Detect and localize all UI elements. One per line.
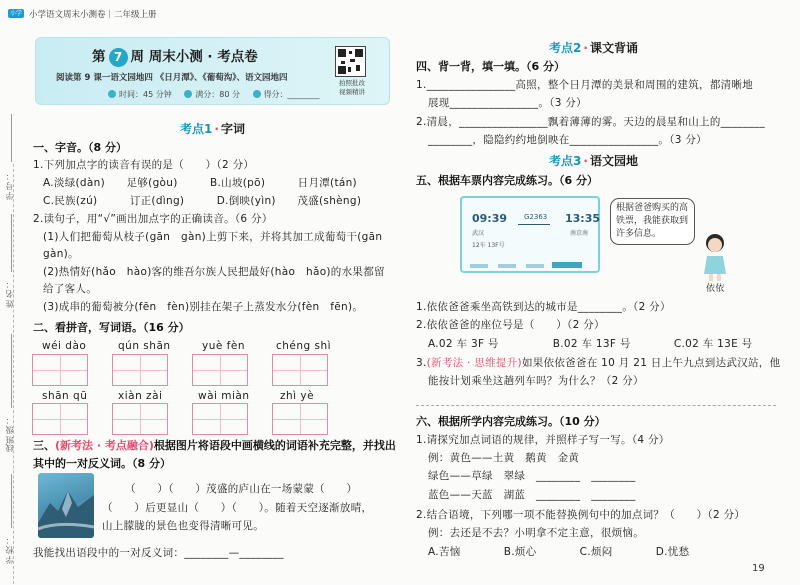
s3-text: 根据图片将语段中画横线的词语补充完整，并找出 bbox=[153, 439, 396, 452]
kp1-heading: 考点1 · 字词 bbox=[180, 122, 245, 136]
arrival-time: 13:35 bbox=[565, 212, 601, 225]
s4-line-3: 2.清晨，________________飘着薄薄的雾。天边的晨星和山上的________ bbox=[416, 116, 766, 128]
page-number: 19 bbox=[752, 563, 765, 574]
section-1-title: 一、字音。（8 分） bbox=[33, 141, 127, 154]
section-2-title: 二、看拼音，写词语。（16 分） bbox=[33, 321, 190, 334]
from-station: 武汉 bbox=[472, 230, 485, 237]
q1-2-1a: (1)人们把葡萄从枝子(gān gàn)上剪下来，并将其加工成葡萄干(gān bbox=[43, 231, 383, 243]
clock-icon bbox=[108, 90, 116, 98]
week-number: 7 bbox=[109, 48, 128, 67]
girl-name: 依依 bbox=[706, 284, 725, 294]
pinyin-8: zhì yè bbox=[280, 390, 315, 402]
q1-2-3: (3)成串的葡萄被分(fēn fèn)别挂在架子上蒸发水分(fèn fēn)。 bbox=[43, 301, 364, 313]
full-score: 满分：80 分 bbox=[195, 90, 241, 99]
writing-grid[interactable] bbox=[192, 403, 248, 435]
pinyin-4: chéng shì bbox=[276, 340, 332, 352]
writing-grid[interactable] bbox=[32, 354, 88, 386]
pinyin-7: wài miàn bbox=[198, 390, 250, 402]
s4-line-2: 展现________________。（3 分） bbox=[428, 97, 587, 109]
q1-2: 2.读句子，用“√”画出加点字的正确读音。（6 分） bbox=[33, 213, 273, 225]
train-number: G2363 bbox=[524, 213, 548, 221]
section-4-title: 四、背一背，填一填。（6 分） bbox=[416, 60, 565, 73]
score-field[interactable]: 得分：________ bbox=[263, 90, 320, 99]
s5-q3 bbox=[416, 355, 780, 370]
binding-margin bbox=[0, 24, 28, 585]
s3-line-1: （ ）（ ）茂盛的庐山在一场蒙蒙（ ） bbox=[125, 483, 358, 495]
school-label: 学校： bbox=[5, 534, 14, 564]
q1-2-2b: 给了客人。 bbox=[43, 283, 97, 295]
writing-grid[interactable] bbox=[192, 354, 248, 386]
q1-1-ab: A.淡绿(dàn) 足够(gòu) B.山坡(pō) 日月潭(tán) bbox=[43, 177, 357, 189]
kp2-num: 2 bbox=[573, 41, 582, 55]
s6-example: 例：黄色——土黄 鹅黄 金黄 bbox=[428, 452, 580, 464]
s5-q1: 1.依依爸爸乘坐高铁到达的城市是________。（2 分） bbox=[416, 301, 671, 313]
s5-q3-tag: (新考法 · 思维提升) bbox=[426, 357, 522, 369]
student-number-label: 学号： bbox=[5, 170, 14, 200]
series-logo: 小学 bbox=[9, 10, 22, 17]
s5-q3-text: 如果依依爸爸在 10 月 21 日上午九点到达武汉站，他 bbox=[521, 357, 781, 369]
s4-line-1: 1.________________高照，整个日月潭的美景和周围的建筑，都清晰地 bbox=[416, 79, 754, 91]
top-bar bbox=[0, 0, 800, 24]
q1-2-1b: gàn)。 bbox=[43, 248, 79, 260]
to-station: 南京南 bbox=[570, 230, 589, 237]
binding-cut-line bbox=[13, 164, 14, 584]
kp1-name: 字词 bbox=[220, 122, 245, 136]
s5-q2: 2.依依爸爸的座位号是（ ）（2 分） bbox=[416, 319, 605, 331]
section-3-title bbox=[33, 437, 396, 453]
writing-grid[interactable] bbox=[272, 403, 328, 435]
kp3-num: 3 bbox=[573, 154, 582, 168]
s3-num: 三、 bbox=[33, 439, 55, 452]
pinyin-1: wéi dào bbox=[42, 340, 87, 352]
quiz-banner bbox=[35, 37, 390, 105]
seat-info: 12车 13F号 bbox=[472, 242, 505, 249]
student-number-line bbox=[11, 114, 12, 162]
writing-grid[interactable] bbox=[272, 354, 328, 386]
answer-line[interactable] bbox=[416, 405, 776, 406]
writing-grid[interactable] bbox=[112, 354, 168, 386]
ticket-footer bbox=[470, 258, 590, 266]
antonym-answer[interactable]: 我能找出语段中的一对反义词：________—________ bbox=[33, 547, 284, 559]
kp3-heading: 考点3 · 语文园地 bbox=[549, 154, 638, 168]
title-suffix: 周 周末小测 · 考点卷 bbox=[130, 49, 258, 65]
section-5-title: 五、根据车票内容完成练习。（6 分） bbox=[416, 174, 598, 187]
s6-green: 绿色——草绿 翠绿 ________ ________ bbox=[428, 470, 636, 482]
pinyin-2: qún shān bbox=[118, 340, 171, 352]
s3-tag: (新考法 · 考点融合) bbox=[55, 439, 154, 452]
kp3-label: 考点 bbox=[549, 154, 574, 168]
train-ticket bbox=[460, 196, 600, 273]
speech-bubble: 根据爸爸购买的高铁票，我能获取到许多信息。 bbox=[610, 198, 695, 245]
time-limit: 时间：45 分钟 bbox=[119, 90, 172, 99]
s4-line-4: ________，隐隐约约地倒映在________________。（3 分） bbox=[428, 134, 707, 146]
pencil-icon bbox=[253, 90, 261, 98]
kp2-name: 课文背诵 bbox=[589, 41, 638, 55]
mountain-photo bbox=[38, 473, 94, 538]
s5-q3-line-2: 能按计划乘坐这趟列车吗？为什么？（2 分） bbox=[428, 375, 644, 387]
writing-grid[interactable] bbox=[112, 403, 168, 435]
s3-line-3: 山上朦胧的景色也变得清晰可见。 bbox=[102, 520, 264, 532]
arrow-line bbox=[518, 224, 550, 225]
kp2-label: 考点 bbox=[549, 41, 574, 55]
pinyin-5: shān qū bbox=[42, 390, 88, 402]
section-6-title: 六、根据所学内容完成练习。（10 分） bbox=[416, 415, 606, 428]
s6-q2-example: 例：去还是不去？小明拿不定主意，很烦恼。 bbox=[428, 527, 644, 539]
departure-time: 09:39 bbox=[472, 212, 508, 225]
s6-q2-options: A.苦恼 B.烦心 C.烦闷 D.忧愁 bbox=[428, 546, 690, 558]
s6-q1: 1.请探究加点词语的规律，并照样子写一写。（4 分） bbox=[416, 434, 670, 446]
quiz-scope: 阅读第 9 课一语文园地四 《日月潭》、《葡萄沟》、语文园地四 bbox=[56, 73, 288, 83]
name-line bbox=[11, 214, 12, 272]
kp3-name: 语文园地 bbox=[589, 154, 638, 168]
qr-caption: 拍照批改 视频精讲 bbox=[339, 79, 365, 96]
q1-1: 1.下列加点字的读音有误的是（ ）（2 分） bbox=[33, 159, 255, 171]
kp1-num: 1 bbox=[204, 122, 213, 136]
q1-2-2a: (2)热情好(hǎo hào)客的维吾尔族人民把最好(hào hǎo)的水果都留 bbox=[43, 266, 385, 278]
girl-illustration bbox=[700, 232, 730, 282]
quiz-meta bbox=[108, 89, 320, 100]
line-label: 线 bbox=[5, 442, 14, 452]
title-prefix: 第 bbox=[92, 49, 106, 65]
pinyin-6: xiàn zài bbox=[118, 390, 163, 402]
name-label: 姓名： bbox=[5, 278, 14, 308]
pinyin-3: yuè fèn bbox=[202, 340, 245, 352]
kp2-heading: 考点2 · 课文背诵 bbox=[549, 41, 638, 55]
s6-blue: 蓝色——天蓝 湖蓝 ________ ________ bbox=[428, 489, 636, 501]
class-line bbox=[11, 334, 12, 408]
series-title: 小学语文周末小测卷｜二年级上册 bbox=[29, 10, 157, 20]
class-label: 班级： bbox=[5, 414, 14, 444]
s3-line-2: （ ）后更显山（ ）（ ）。随着天空逐渐放晴， bbox=[102, 502, 373, 514]
s5-q2-options: A.02 车 3F 号 B.02 车 13F 号 C.02 车 13E 号 bbox=[428, 338, 753, 350]
writing-grid[interactable] bbox=[32, 403, 88, 435]
kp1-label: 考点 bbox=[180, 122, 205, 136]
quiz-title bbox=[92, 45, 258, 67]
s6-q2: 2.结合语境，下列哪一项不能替换例句中的加点词？（ ）（2 分） bbox=[416, 509, 746, 521]
qr-code-icon[interactable] bbox=[335, 46, 366, 77]
q1-1-cd: C.民族(zú) 订正(dìng) D.倒映(yìn) 茂盛(shèng) bbox=[43, 195, 362, 207]
s5-q3-num: 3. bbox=[416, 357, 427, 369]
school-line bbox=[11, 474, 12, 528]
section-3-title-2: 其中的一对反义词。（8 分） bbox=[33, 457, 171, 470]
star-icon bbox=[184, 90, 192, 98]
